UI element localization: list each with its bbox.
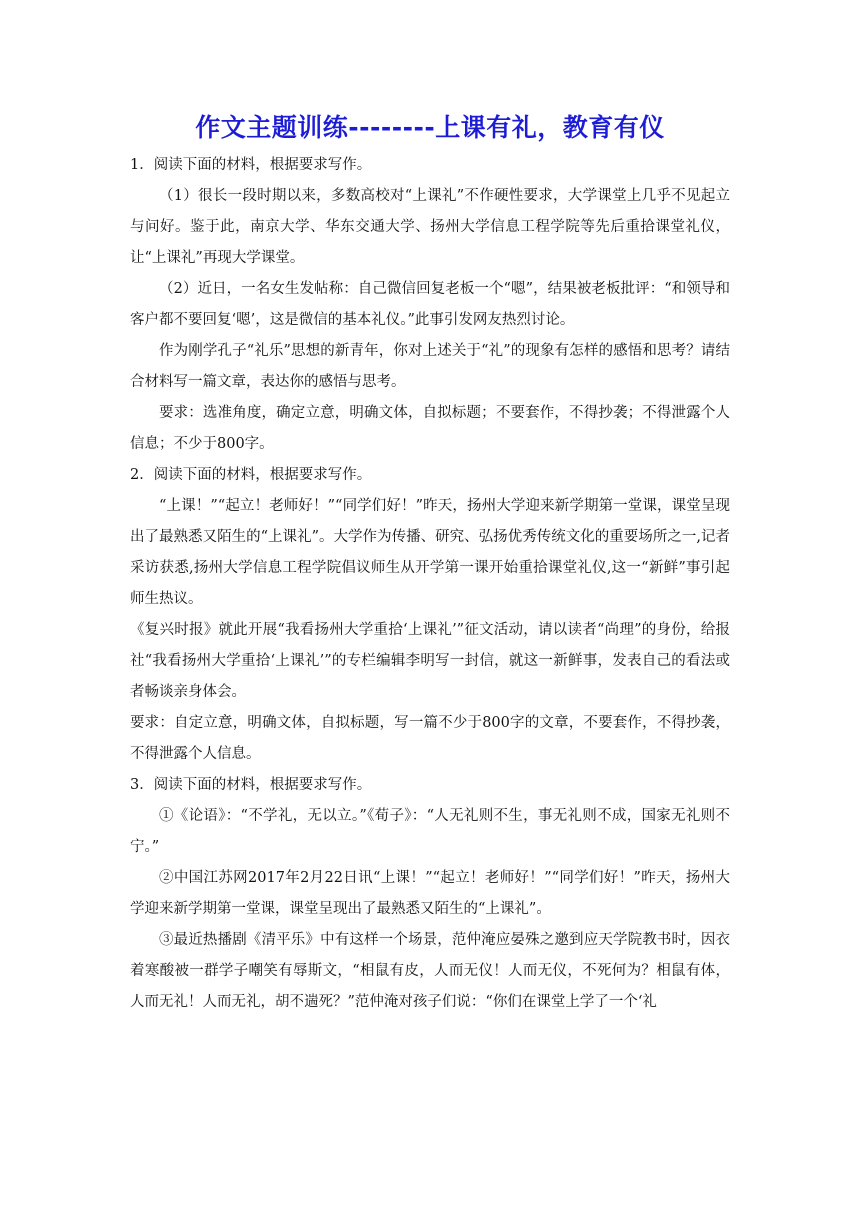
paragraph: ②中国江苏网2017年2月22日讯“上课！”“起立！老师好！”“同学们好！”昨天，扬州大学迎来新学期第一堂课，课堂呈现出了最熟悉又陌生的“上课礼”。 — [130, 870, 730, 917]
paragraph: 《复兴时报》就此开展“我看扬州大学重拾‘上课礼’”征文活动，请以读者“尚理”的身份，给报社“我看扬州大学重拾‘上课礼’”的专栏编辑李明写一封信，就这一新鲜事，发表自己的看法或者畅谈亲身体会。 — [130, 622, 730, 700]
paragraph: （1）很长一段时期以来，多数高校对“上课礼”不作硬性要求，大学课堂上几乎不见起立与问好。鉴于此，南京大学、华东交通大学、扬州大学信息工程学院等先后重拾课堂礼仪，让“上课礼”再现大学课堂。 — [130, 188, 730, 266]
paragraph: 3．阅读下面的材料，根据要求写作。 — [130, 777, 372, 793]
paragraph: （2）近日，一名女生发帖称：自己微信回复老板一个“嗯”，结果被老板批评：“和领导和客户都不要回复‘嗯’，这是微信的基本礼仪。”此事引发网友热烈讨论。 — [130, 281, 730, 328]
paragraph: 要求：自定立意，明确文体，自拟标题，写一篇不少于800字的文章，不要套作，不得抄袭，不得泄露个人信息。 — [130, 715, 730, 762]
paragraph: ③最近热播剧《清平乐》中有这样一个场景，范仲淹应晏殊之邀到应天学院教书时，因衣着寒酸被一群学子嘲笑有辱斯文，“相鼠有皮，人而无仪！人而无仪，不死何为？相鼠有体，人而无礼！人而无礼，胡不遄死？”范仲淹对孩子们说：“你们在课堂上学了一个‘礼 — [130, 932, 730, 1010]
document-title: 作文主题训练--------上课有礼，教育有仪 — [195, 113, 665, 142]
paragraph: 1．阅读下面的材料，根据要求写作。 — [130, 157, 372, 173]
document-body — [130, 150, 730, 1018]
paragraph: 2．阅读下面的材料，根据要求写作。 — [130, 467, 372, 483]
paragraph: 作为刚学孔子“礼乐”思想的新青年，你对上述关于“礼”的现象有怎样的感悟和思考？请结合材料写一篇文章，表达你的感悟与思考。 — [130, 343, 730, 390]
paragraph: “上课！”“起立！老师好！”“同学们好！”昨天，扬州大学迎来新学期第一堂课，课堂呈现出了最熟悉又陌生的“上课礼”。大学作为传播、研究、弘扬优秀传统文化的重要场所之一,记者采访获悉,扬州大学信息工程学院倡议师生从开学第一课开始重拾课堂礼仪,这一“新鲜”事引起师生热议。 — [130, 498, 730, 607]
paragraph: ①《论语》：“不学礼，无以立。”《荀子》：“人无礼则不生，事无礼则不成，国家无礼则不宁。” — [130, 808, 730, 855]
paragraph: 要求：选准角度，确定立意，明确文体，自拟标题；不要套作，不得抄袭；不得泄露个人信息；不少于800字。 — [130, 405, 730, 452]
